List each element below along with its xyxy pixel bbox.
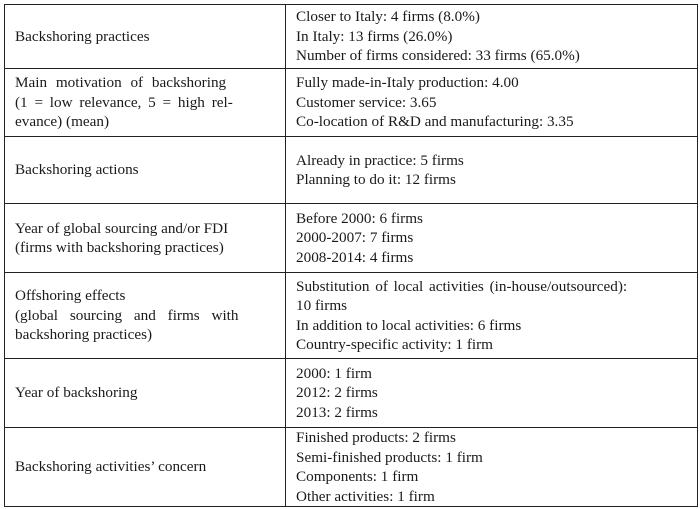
table-row [5,428,698,507]
value-line: Finished products: 2 firms [296,429,456,446]
value-line: Country-specific activity: 1 firm [296,336,493,353]
label-line: (firms with backshoring practices) [15,239,224,256]
value-line: Substitution of local activities (in-house/outsourced): [296,277,628,295]
label-line: (1 = low relevance, 5 = high rel- [15,93,233,111]
row-values [286,428,698,507]
value-line: Customer service: 3.65 [296,93,437,111]
label-line: Year of backshoring [15,384,138,402]
value-line: In Italy: 13 firms (26.0%) [296,27,453,45]
row-label [5,204,286,273]
row-values [286,359,698,428]
label-line: (global sourcing and firms with [15,306,239,324]
value-line: Already in practice: 5 firms [296,151,464,169]
table-row [5,273,698,359]
value-line: Other activities: 1 firm [296,487,435,505]
label-line: Backshoring actions [15,161,139,179]
row-values [286,5,698,69]
backshoring-table [4,4,698,507]
row-label [5,359,286,428]
row-label [5,428,286,507]
value-line: Closer to Italy: 4 firms (8.0%) [296,8,480,26]
label-line: Main motivation of backshoring [15,74,227,92]
value-line: 2000: 1 firm [296,364,372,382]
label-line: evance) (mean) [15,113,110,131]
value-line: Before 2000: 6 firms [296,209,423,227]
value-line: 10 firms [296,297,348,314]
value-line: Fully made-in-Italy production: 4.00 [296,74,519,92]
row-label [5,273,286,359]
value-line: 2008-2014: 4 firms [296,248,414,266]
label-line: backshoring practices) [15,326,153,344]
row-label [5,137,286,204]
row-label [5,5,286,69]
value-line: 2012: 2 firms [296,384,378,402]
value-line: Co-location of R&D and manufacturing: 3.35 [296,113,574,131]
row-values [286,204,698,273]
value-line: 2000-2007: 7 firms [296,229,414,247]
row-label [5,69,286,137]
table-row [5,204,698,273]
label-line: Backshoring activities’ concern [15,458,207,476]
row-values [286,137,698,204]
row-values [286,69,698,137]
value-line: Semi-finished products: 1 firm [296,448,483,466]
table-row [5,5,698,69]
value-line: Components: 1 firm [296,468,419,485]
table-row [5,69,698,137]
value-line: Planning to do it: 12 firms [296,171,456,188]
value-line: In addition to local activities: 6 firms [296,316,522,334]
value-line: 2013: 2 firms [296,403,378,421]
table-row [5,359,698,428]
table-row [5,137,698,204]
label-line: Year of global sourcing and/or FDI [15,219,229,237]
label-line: Offshoring effects [15,287,126,305]
row-values [286,273,698,359]
value-line: Number of firms considered: 33 firms (65.0%) [296,47,580,65]
label-line: Backshoring practices [15,27,150,45]
